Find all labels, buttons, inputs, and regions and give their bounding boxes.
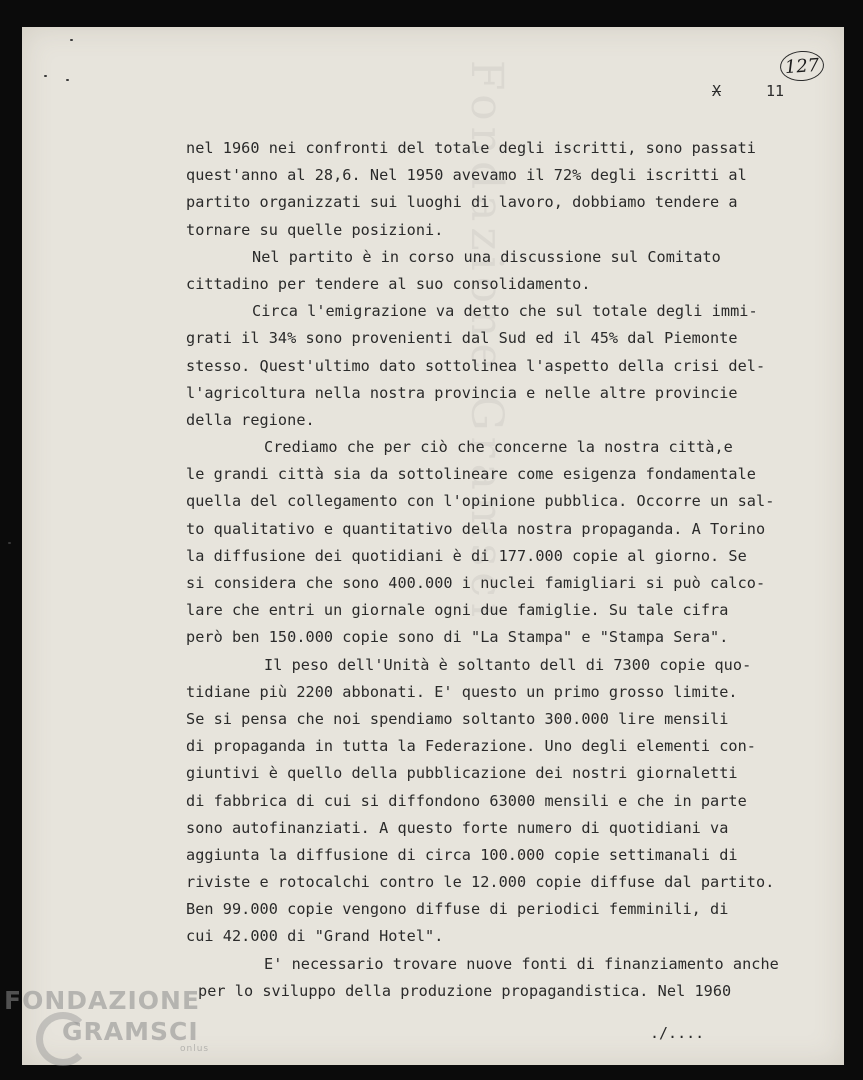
text-line: Nel partito è in corso una discussione sul Comitato xyxy=(252,247,721,266)
text-line: cittadino per tendere al suo consolidamento. xyxy=(186,274,591,293)
text-line: lare che entri un giornale ogni due famiglie. Su tale cifra xyxy=(186,601,729,620)
text-line: nel 1960 nei confronti del totale degli iscritti, sono passati xyxy=(186,139,757,157)
text-line: si considera che sono 400.000 i nuclei famigliari si può calco- xyxy=(186,574,766,592)
text-line: aggiunta la diffusione di circa 100.000 copie settimanali di xyxy=(186,845,738,864)
text-line: stesso. Quest'ultimo dato sottolinea l'aspetto della crisi del- xyxy=(186,356,766,375)
text-line: tornare su quelle posizioni. xyxy=(186,220,444,239)
paper-speck xyxy=(44,75,47,77)
logo-line-2: GRAMSCI xyxy=(62,1017,199,1046)
text-line: Se si pensa che noi spendiamo soltanto 300.000 lire mensili xyxy=(186,709,729,728)
text-line: Ben 99.000 copie vengono diffuse di periodici femminili, di xyxy=(186,900,729,919)
text-line: E' necessario trovare nuove fonti di finanziamento anche xyxy=(264,954,779,973)
text-line: Il peso dell'Unità è soltanto dell di 7300 copie quo- xyxy=(264,655,752,674)
text-line: quella del collegamento con l'opinione pubblica. Occorre un sal- xyxy=(186,492,775,511)
text-line: partito organizzati sui luoghi di lavoro, dobbiamo tendere a xyxy=(186,193,738,212)
foundation-logo xyxy=(4,986,209,1054)
text-line: quest'anno al 28,6. Nel 1950 avevamo il 72% degli iscritti al xyxy=(186,166,747,185)
logo-line-3: onlus xyxy=(180,1044,210,1054)
paper-speck xyxy=(70,39,73,41)
text-line: cui 42.000 di "Grand Hotel". xyxy=(186,927,444,946)
page-number: 11 xyxy=(766,82,785,100)
text-line: la diffusione dei quotidiani è di 177.000 copie al giorno. Se xyxy=(186,546,747,565)
struck-page-mark: X xyxy=(712,82,722,100)
text-line: le grandi città sia da sottolineare come esigenza fondamentale xyxy=(186,465,757,484)
paper-speck xyxy=(8,542,11,544)
continuation-marker: ./.... xyxy=(650,1024,705,1042)
text-line: riviste e rotocalchi contro le 12.000 copie diffuse dal partito. xyxy=(186,873,775,892)
text-line: per lo sviluppo della produzione propagandistica. Nel 1960 xyxy=(198,981,732,1000)
text-line: Crediamo che per ciò che concerne la nostra città,e xyxy=(264,438,733,457)
text-line: della regione. xyxy=(186,410,315,429)
typed-body-text xyxy=(186,135,826,1005)
text-line: to qualitativo e quantitativo della nostra propaganda. A Torino xyxy=(186,519,766,538)
text-line: di propaganda in tutta la Federazione. Uno degli elementi con- xyxy=(186,737,757,756)
text-line: l'agricoltura nella nostra provincia e nelle altre provincie xyxy=(186,383,738,402)
text-line: però ben 150.000 copie sono di "La Stampa" e "Stampa Sera". xyxy=(186,628,729,647)
text-line: di fabbrica di cui si diffondono 63000 mensili e che in parte xyxy=(186,791,747,810)
text-line: sono autofinanziati. A questo forte numero di quotidiani va xyxy=(186,818,729,837)
logo-line-1: FONDAZIONE xyxy=(4,986,201,1015)
text-line: tidiane più 2200 abbonati. E' questo un primo grosso limite. xyxy=(186,682,738,701)
text-line: giuntivi è quello della pubblicazione dei nostri giornaletti xyxy=(186,764,738,783)
paper-speck xyxy=(66,79,69,81)
text-line: grati il 34% sono provenienti dal Sud ed il 45% dal Piemonte xyxy=(186,329,738,348)
handwritten-page-annotation: 127 xyxy=(779,50,825,83)
text-line: Circa l'emigrazione va detto che sul totale degli immi- xyxy=(252,302,758,321)
